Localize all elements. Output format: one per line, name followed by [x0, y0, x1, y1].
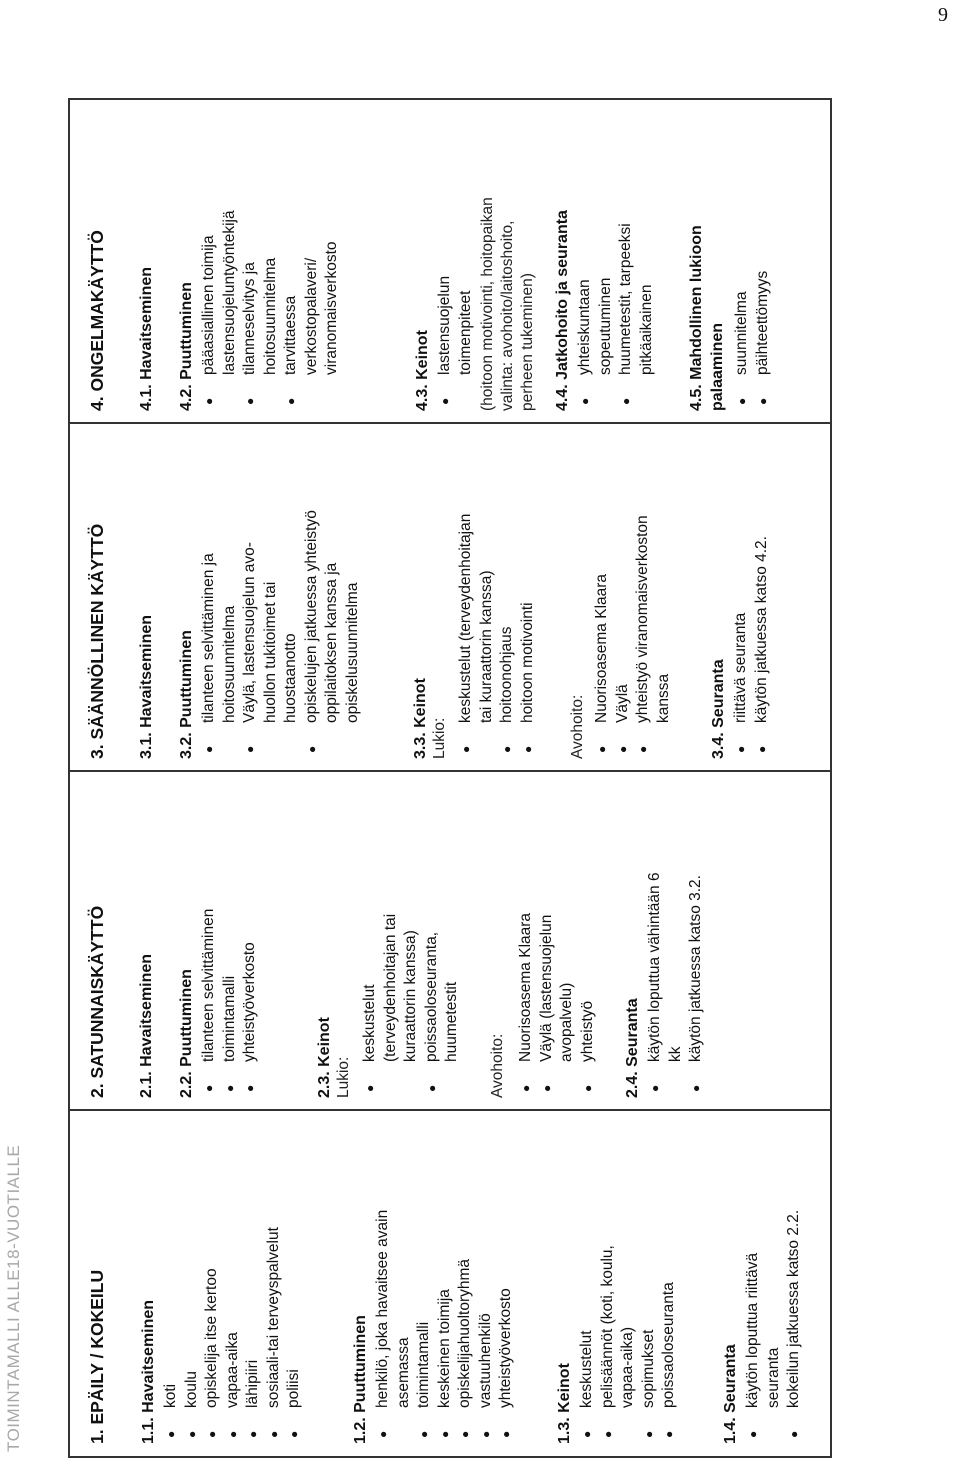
list-item: ● Nuorisoasema Klaara: [516, 776, 537, 1098]
sub-label: Lukio:: [431, 717, 448, 759]
list-item: ● poissaoloseuranta, huumetestit: [422, 776, 463, 1098]
list-item: ● henkilö, joka havaitsee avain asemassa: [373, 1114, 414, 1444]
list-item: ● sosiaali-tai terveyspalvelut: [264, 1114, 285, 1444]
list-item: ● lastensuojelun toimenpiteet: [435, 103, 476, 411]
column-title: 3. SÄÄNNÖLLINEN KÄYTTÖ: [87, 523, 107, 759]
column-epaily-kokeilu: [68, 1114, 834, 1444]
column-title: 1. EPÄILY / KOKEILU: [87, 1269, 107, 1444]
list-item: ● pääasiallinen toimija lastensuojeluntyöntekijä: [199, 103, 240, 411]
section-heading: 4.2. Puuttuminen: [178, 282, 195, 411]
list-item: ● riittävä seuranta: [731, 427, 752, 759]
list-item: ● vapaa-aika: [223, 1114, 244, 1444]
list-item: ● toimintamalli: [220, 776, 241, 1098]
list-item: ● sopimukset: [639, 1114, 660, 1444]
list-item: ● tilanteen selvittäminen: [199, 776, 220, 1098]
column-ongelmakaytto: [68, 103, 834, 411]
list-item: ● opiskelija itse kertoo: [202, 1114, 223, 1444]
bullet-list: [731, 427, 772, 759]
list-item: ● koti: [161, 1114, 182, 1444]
bullet-list: [435, 103, 476, 411]
column-satunnaiskaytto: [68, 776, 834, 1098]
list-item: ● hoitoonohjaus: [497, 427, 518, 759]
bullet-list: [456, 427, 538, 759]
list-item: ● koulu: [182, 1114, 203, 1444]
bullet-list: [373, 1114, 517, 1444]
list-item: ● keskeinen toimija: [435, 1114, 456, 1444]
list-item: ● käytön jatkuessa katso 3.2.: [686, 776, 707, 1098]
section-heading: 2.3. Keinot: [316, 1017, 333, 1098]
list-item: ● yhteistyö viranomaisverkoston kanssa: [633, 427, 674, 759]
list-item: ● keskustelut (terveydenhoitajan tai kuraattorin kanssa): [360, 776, 422, 1098]
list-item: ● lähipiiri: [243, 1114, 264, 1444]
section-heading: 3.4. Seuranta: [710, 659, 727, 759]
list-item: ● kokeilun jatkuessa katso 2.2.: [784, 1114, 805, 1444]
bullet-list: [199, 427, 363, 759]
section-heading: 4.1. Havaitseminen: [138, 266, 155, 411]
list-item: ● vastuuhenkilö: [476, 1114, 497, 1444]
sub-label: Avohoito:: [489, 1033, 506, 1098]
bullet-list: [516, 776, 598, 1098]
bullet-list: [645, 776, 707, 1098]
list-item: ● pelisäännöt (koti, koulu, vapaa-aika): [598, 1114, 639, 1444]
list-item: ● Väylä: [613, 427, 634, 759]
list-item: ● toimintamalli: [414, 1114, 435, 1444]
list-item: ● yhteistyöverkosto: [240, 776, 261, 1098]
section-heading: 1.4. Seuranta: [722, 1344, 739, 1444]
list-item: ● Väylä, lastensuojelun avo- huollon tukitoimet tai huostaanotto: [240, 427, 302, 759]
page-number: 9: [938, 4, 948, 26]
list-item: ● huumetestit, tarpeeksi pitkäaikainen: [616, 103, 657, 411]
bullet-list: [732, 103, 773, 411]
list-item: ● käytön jatkuessa katso 4.2.: [752, 427, 773, 759]
list-item: ● Nuorisoasema Klaara: [592, 427, 613, 759]
section-note: (hoitoon motivointi, hoitopaikan valinta: avohoito/laitoshoito, perheen tukeminen): [479, 197, 536, 411]
list-item: ● käytön loputtua vähintään 6 kk: [645, 776, 686, 1098]
bullet-list: [199, 776, 261, 1098]
section-heading: 4.5. Mahdollinen lukioon palaaminen: [688, 225, 726, 411]
list-item: ● yhteistyöverkosto: [496, 1114, 517, 1444]
bullet-list: [592, 427, 674, 759]
list-item: ● yhteistyö: [578, 776, 599, 1098]
section-heading: 1.3. Keinot: [556, 1363, 573, 1444]
list-item: ● opiskelujen jatkuessa yhteistyö oppilaitoksen kanssa ja opiskelusuunnitelma: [302, 427, 364, 759]
section-heading: 2.4. Seuranta: [624, 998, 641, 1098]
side-title: TOIMINTAMALLI ALLE18-VUOTIALLE: [4, 1144, 23, 1452]
column-divider: [68, 1109, 832, 1111]
bullet-list: [161, 1114, 305, 1444]
section-heading: 4.3. Keinot: [414, 330, 431, 411]
section-heading: 2.2. Puuttuminen: [178, 969, 195, 1098]
column-title: 2. SATUNNAISKÄYTTÖ: [87, 905, 107, 1098]
section-heading: 3.1. Havaitseminen: [138, 614, 155, 759]
column-title: 4. ONGELMAKÄYTTÖ: [87, 230, 107, 411]
section-heading: 1.2. Puuttuminen: [352, 1315, 369, 1444]
bullet-list: [199, 103, 343, 411]
section-heading: 3.2. Puuttuminen: [178, 630, 195, 759]
list-item: ● yhteiskuntaan sopeutuminen: [575, 103, 616, 411]
bullet-list: [743, 1114, 805, 1444]
rotated-table: [68, 96, 834, 1458]
list-item: ● opiskelijahuoltoryhmä: [455, 1114, 476, 1444]
bullet-list: [577, 1114, 680, 1444]
section-heading: 4.4. Jatkohoito ja seuranta: [554, 210, 571, 411]
sub-label: Avohoito:: [569, 694, 586, 759]
section-heading: 2.1. Havaitseminen: [138, 953, 155, 1098]
list-item: ● tarvittaessa verkostopalaveri/ viranomaisverkosto: [281, 103, 343, 411]
column-saannollinen-kaytto: [68, 427, 834, 759]
list-item: ● poissaoloseuranta: [659, 1114, 680, 1444]
list-item: ● keskustelut (terveydenhoitajan tai kuraattorin kanssa): [456, 427, 497, 759]
list-item: ● suunnitelma: [732, 103, 753, 411]
list-item: ● käytön loputtua riittävä seuranta: [743, 1114, 784, 1444]
list-item: ● tilanneselvitys ja hoitosuunnitelma: [240, 103, 281, 411]
section-heading: 1.1. Havaitseminen: [140, 1299, 157, 1444]
list-item: ● päihteettömyys: [753, 103, 774, 411]
section-heading: 3.3. Keinot: [412, 678, 429, 759]
list-item: ● poliisi: [284, 1114, 305, 1444]
bullet-list: [360, 776, 463, 1098]
sub-label: Lukio:: [335, 1056, 352, 1098]
list-item: ● hoitoon motivointi: [518, 427, 539, 759]
list-item: ● keskustelut: [577, 1114, 598, 1444]
column-divider: [68, 422, 832, 424]
list-item: ● Väylä (lastensuojelun avopalvelu): [537, 776, 578, 1098]
list-item: ● tilanteen selvittäminen ja hoitosuunnitelma: [199, 427, 240, 759]
column-divider: [68, 770, 832, 772]
bullet-list: [575, 103, 657, 411]
